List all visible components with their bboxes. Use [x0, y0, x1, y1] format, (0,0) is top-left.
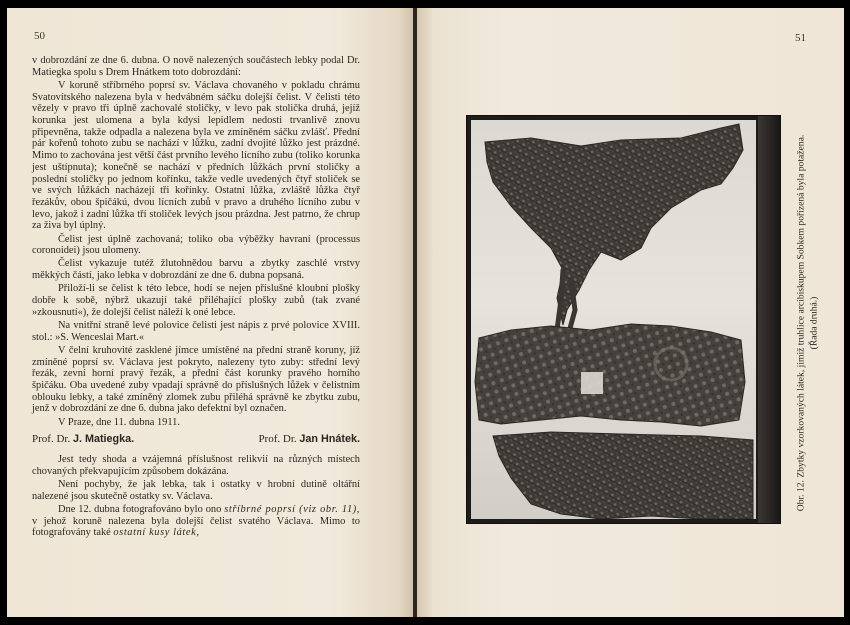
paragraph: V koruně stříbrného poprsí sv. Václava chovaného v pokladu chrámu Svatovítského nalezena byla v hedvábném sáčku dolejší čelist. V čelisti této vězely v pravo tři úplně zachovalé stoličky, v levo pak stolička druhá, jejíž korunka jest ulomena a byla kdysi lepidlem nedosti trvanlivě znovu připevněna, takže odpadla a nalezena byla ve zmíněném sáčku zvlášť. Přední pár kořenů tohoto zubu se nachází v lůžku, zadní dvojité lůžko jest prázdné. Mimo to zachována jest větší část prvního levého lícního zubu (toliko korunka jest uštípnuta); konečně se nachází v předních lůžkách první stoličky a poslední stoličky po jednom kořínku, takže vedle uvedených čtyř stoliček se ve svých lůžkách nacházejí tři kořínky. Ostatní lůžka, zvláště lůžka čtyř řezákův, obou špičákú, dvou lícních zubů v pravo a druhého lícního zubu v levo, jakož i zadní lůžka tří stoliček levých jsou prázdna. Jest patrno, že chrup za živa byl úplný. — [32, 79, 360, 232]
last-paragraph-emphasis2: ostatní kusy látek, — [113, 527, 200, 539]
paragraph: Jest tedy shoda a vzájemná příslušnost relikvií na různých místech chovaných překvapujícím způsobem dokázána. — [32, 454, 360, 477]
paragraph: V Praze, dne 11. dubna 1911. — [58, 416, 180, 428]
signature-right-prefix: Prof. Dr. — [258, 433, 297, 446]
paragraph: Není pochyby, že jak lebka, tak i ostatky v hrobní dutině oltářní nalezené jsou skutečně ostatky sv. Václava. — [32, 478, 360, 502]
page-number-right: 51 — [795, 32, 806, 44]
fabric-fragments-graphic — [471, 120, 756, 519]
fabric-fragment-top — [485, 124, 743, 325]
fabric-photograph — [466, 115, 781, 524]
figure-caption-label: Obr. 12. — [795, 480, 807, 512]
left-page-text — [32, 55, 360, 540]
paragraph: Přiloží-li se čelist k této lebce, hodí se nejen příslušné kloubní plošky dobře k sobě, nýbrž ukazují také přiléhající plošky zubů (tak zvané »zkousnutí«), že dolejší čelist náleží k oné lebce. — [32, 283, 360, 318]
last-paragraph-part1: Dne 12. dubna fotografováno bylo ono — [58, 503, 225, 515]
photo-shadow — [758, 116, 780, 523]
signature-left-name: J. Matiegka. — [72, 433, 135, 446]
signatures — [32, 434, 360, 446]
paragraph: Na vnitřní straně levé polovice čelisti jest nápis z prvé polovice XVIII. stol.: »S. Wenceslai Mart.« — [32, 319, 360, 343]
fabric-fragment-bottom — [493, 432, 753, 519]
figure-caption-text: Zbytky vzorkovaných látek, jimiž truhlice arcibiskupem Sobkem pořízená byla potažena. (Řada druhá.) — [795, 134, 819, 478]
signature-left — [32, 434, 134, 446]
paragraph: Čelist vykazuje tutéž žlutohnědou barvu a zbytky zaschlé vrstvy měkkých částí, jako lebka v dobrozdání ze dne 6. dubna popsaná. — [32, 258, 360, 282]
signature-left-prefix: Prof. Dr. — [32, 433, 71, 446]
paragraph: V čelní kruhovité zasklené jímce umístěné na přední straně koruny, jíž zmíněné poprsí sv. Václava jest pokryto, nalezeny tyto zuby: střední levý řezák, zevní horní pravý řezák, a přední část korunky pravého horního špičáku. Oba uvedené zuby vpadají správně do příslušných lůžek v čelistním oblouku lebky, a také zmíněný zlomek zubu přiléhá správně ke zbytku zubu, jenž v dobrozdání ze dne 6. dubna jako defektní byl označen. — [32, 344, 360, 415]
last-paragraph-part2: v jehož koruně nalezena byla dolejší čelist svatého Václava. Mimo to fotografovány také — [32, 515, 360, 539]
signature-right — [258, 434, 360, 446]
paragraph: v dobrozdání ze dne 6. dubna. O nově nalezených součástech lebky podal Dr. Matiegka spolu s Drem Hnátkem toto dobrozdání: — [32, 55, 360, 78]
fabric-fragment-middle — [475, 324, 745, 426]
right-page — [417, 8, 844, 617]
paragraph: Čelist jest úplně zachovaná; toliko oba výběžky havraní (processus coronoidei) jsou ulomeny. — [32, 233, 360, 257]
photo-background — [471, 120, 756, 519]
last-paragraph-emphasis1: stříbrné poprsí (viz obr. 11), — [224, 503, 361, 515]
page-number-left: 50 — [34, 30, 45, 42]
left-page — [7, 8, 415, 617]
paragraph-last — [32, 504, 360, 539]
figure-caption — [782, 123, 834, 523]
signature-right-name: Jan Hnátek. — [299, 433, 360, 446]
book-spread — [7, 8, 844, 617]
